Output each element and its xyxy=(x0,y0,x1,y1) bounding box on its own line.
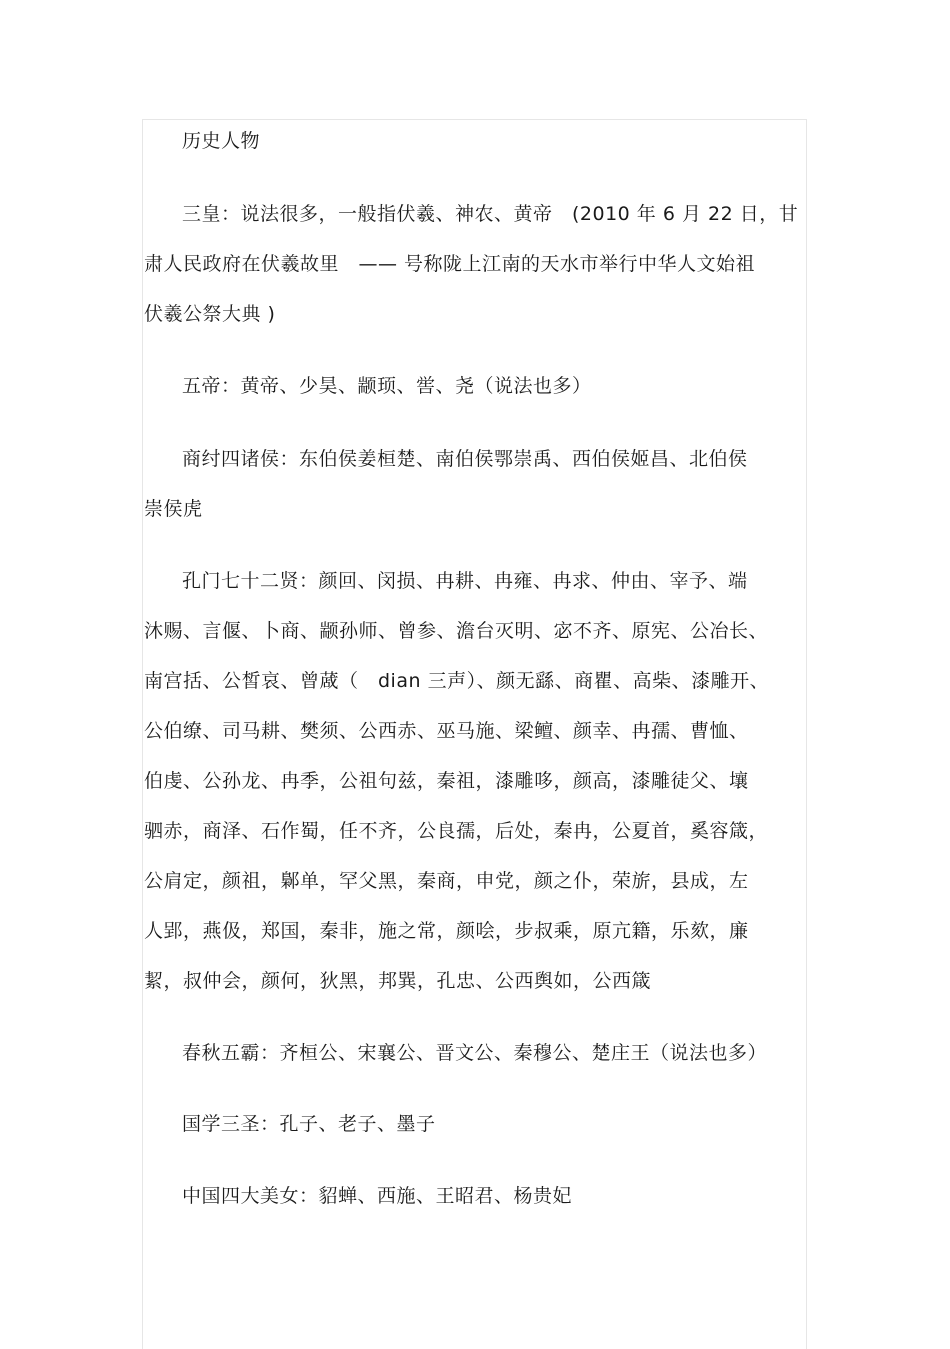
paragraph-72-xian-line-5: 伯虔、公孙龙、冉季，公祖句兹，秦祖，漆雕哆，颜高，漆雕徒父、壤 xyxy=(144,770,749,792)
paragraph-72-xian-line-9: 絜，叔仲会，颜何，狄黑，邦巽，孔忠、公西舆如，公西箴 xyxy=(144,970,652,992)
paragraph-72-xian-line-3: 南宫括、公皙哀、曾蒧（ dian 三声）、颜无繇、商瞿、高柴、漆雕开、 xyxy=(144,670,770,692)
paragraph-72-xian-line-8: 人郢，燕伋，郑国，秦非，施之常，颜哙，步叔乘，原亢籍，乐欬，廉 xyxy=(144,920,749,942)
document-title: 历史人物 xyxy=(182,130,261,152)
paragraph-72-xian-line-1: 孔门七十二贤：颜回、闵损、冉耕、冉雍、冉求、仲由、宰予、端 xyxy=(182,570,748,592)
paragraph-wu-ba: 春秋五霸：齐桓公、宋襄公、晋文公、秦穆公、楚庄王（说法也多） xyxy=(182,1042,768,1064)
paragraph-si-da-meinv: 中国四大美女：貂蝉、西施、王昭君、杨贵妃 xyxy=(182,1185,573,1207)
paragraph-san-sheng: 国学三圣：孔子、老子、墨子 xyxy=(182,1113,436,1135)
paragraph-si-zhuhou-line-2: 崇侯虎 xyxy=(144,498,203,520)
paragraph-72-xian-line-6: 驷赤，商泽、石作蜀，任不齐，公良孺，后处，秦冉，公夏首，奚容箴， xyxy=(144,820,769,842)
paragraph-wu-di: 五帝：黄帝、少昊、颛顼、喾、尧（说法也多） xyxy=(182,375,592,397)
paragraph-72-xian-line-4: 公伯缭、司马耕、樊须、公西赤、巫马施、梁鳣、颜幸、冉孺、曹恤、 xyxy=(144,720,749,742)
paragraph-san-huang-line-2: 肃人民政府在伏羲故里 —— 号称陇上江南的天水市举行中华人文始祖 xyxy=(144,253,756,275)
paragraph-san-huang-line-3: 伏羲公祭大典 ) xyxy=(144,303,276,325)
paragraph-72-xian-line-2: 沐赐、言偃、卜商、颛孙师、曾参、澹台灭明、宓不齐、原宪、公冶长、 xyxy=(144,620,769,642)
paragraph-si-zhuhou-line-1: 商纣四诸侯：东伯侯姜桓楚、南伯侯鄂崇禹、西伯侯姬昌、北伯侯 xyxy=(182,448,748,470)
paragraph-72-xian-line-7: 公肩定，颜祖，鄡单，罕父黑，秦商，申党，颜之仆，荣旂，县成，左 xyxy=(144,870,749,892)
paragraph-san-huang-line-1: 三皇：说法很多，一般指伏羲、神农、黄帝 (2010 年 6 月 22 日，甘 xyxy=(182,203,799,225)
